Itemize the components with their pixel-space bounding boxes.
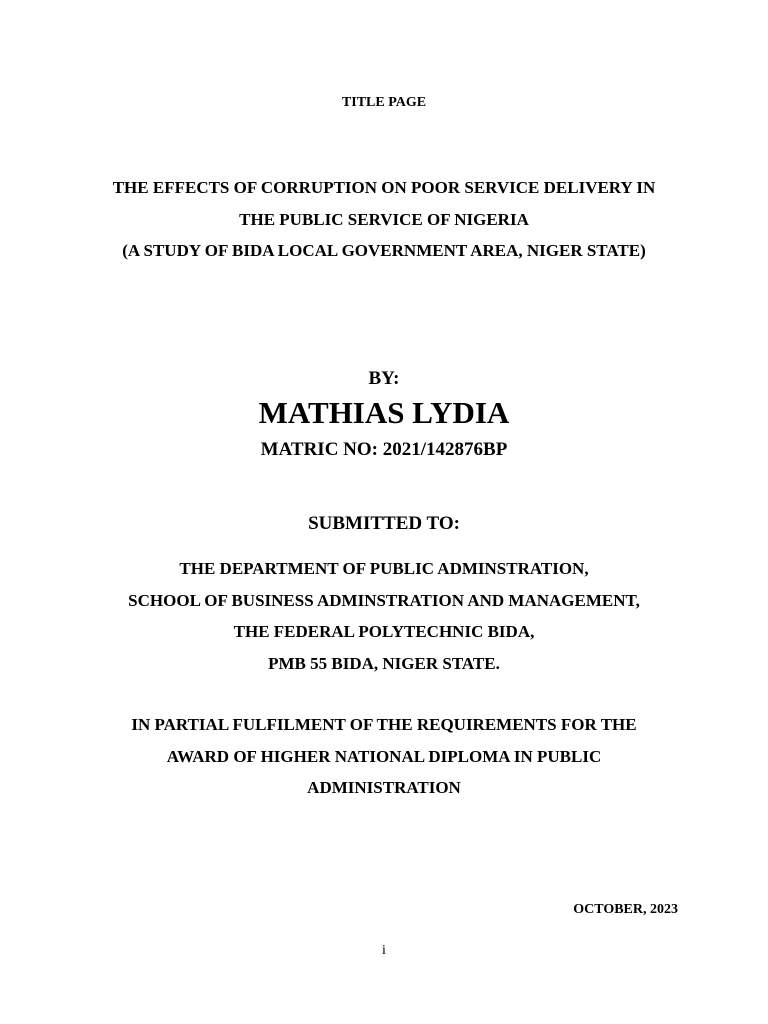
fulfilment-line-2: AWARD OF HIGHER NATIONAL DIPLOMA IN PUBLIC: [166, 747, 602, 766]
author-name: MATHIAS LYDIA: [258, 395, 510, 430]
submitted-to-label: SUBMITTED TO:: [308, 513, 460, 534]
institution-line: THE FEDERAL POLYTECHNIC BIDA,: [233, 622, 535, 641]
department-line: THE DEPARTMENT OF PUBLIC ADMINSTRATION,: [179, 559, 589, 578]
submission-date: OCTOBER, 2023: [573, 902, 678, 917]
page-number: i: [382, 943, 386, 958]
school-line: SCHOOL OF BUSINESS ADMINSTRATION AND MANAGEMENT,: [128, 591, 640, 610]
by-label: BY:: [368, 368, 400, 389]
fulfilment-line-1: IN PARTIAL FULFILMENT OF THE REQUIREMENTS FOR THE: [131, 715, 637, 734]
address-line: PMB 55 BIDA, NIGER STATE.: [268, 654, 500, 673]
project-title-line-2: THE PUBLIC SERVICE OF NIGERIA: [239, 210, 529, 229]
project-title-line-3: (A STUDY OF BIDA LOCAL GOVERNMENT AREA, NIGER STATE): [122, 241, 646, 260]
fulfilment-line-3: ADMINISTRATION: [307, 778, 461, 797]
project-title-line-1: THE EFFECTS OF CORRUPTION ON POOR SERVICE DELIVERY IN: [112, 178, 656, 197]
matric-number: MATRIC NO: 2021/142876BP: [260, 439, 508, 460]
page-heading: TITLE PAGE: [341, 95, 427, 110]
